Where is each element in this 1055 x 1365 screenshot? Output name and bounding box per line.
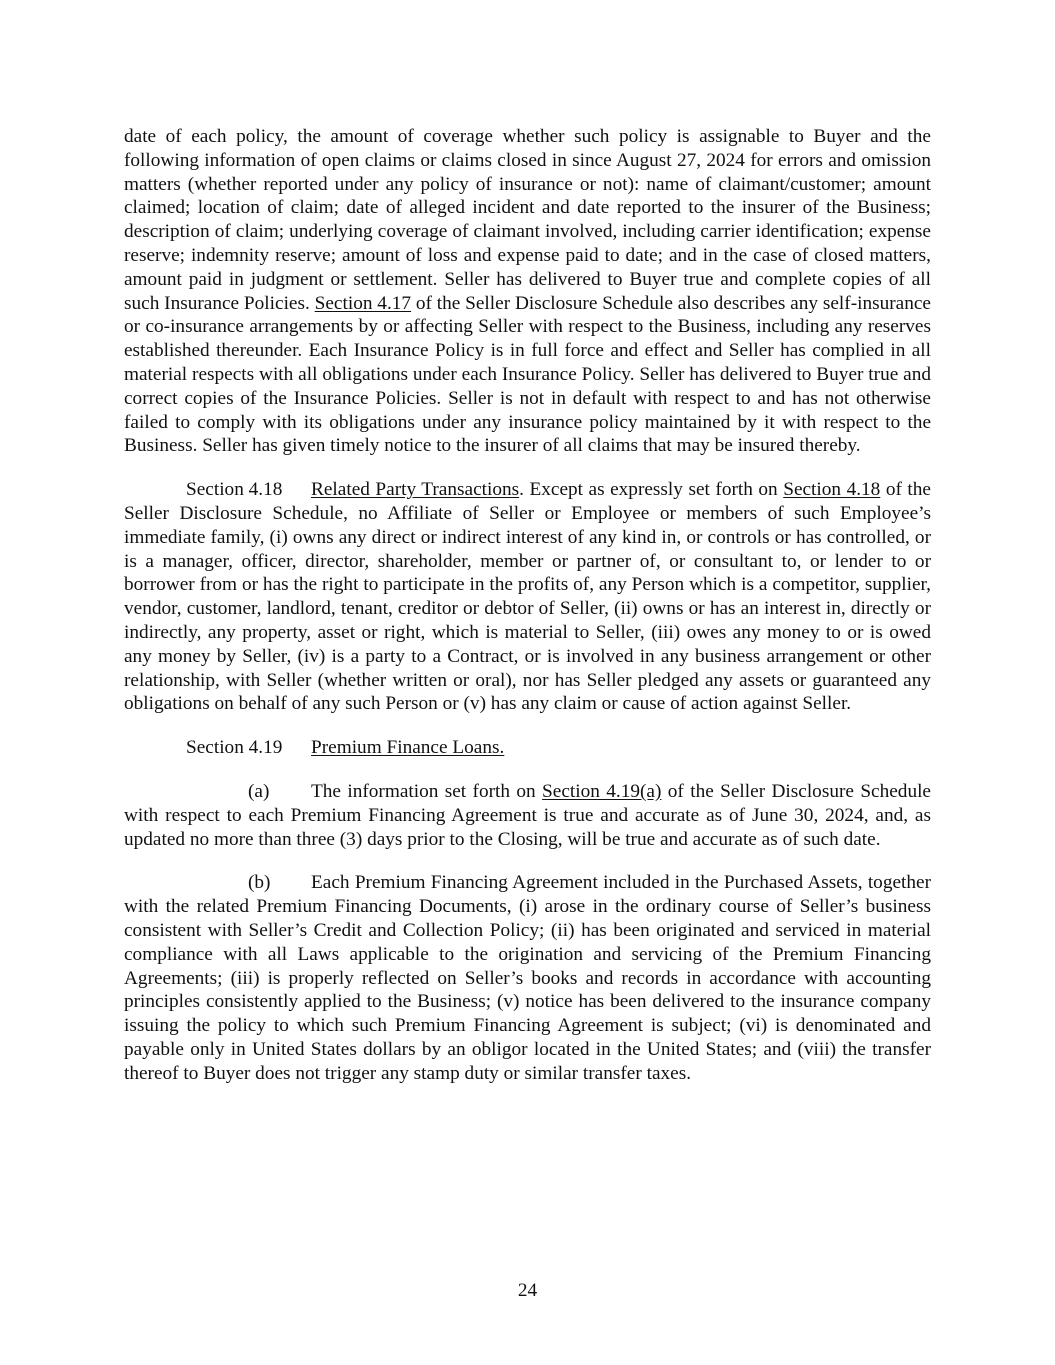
- text: . Except as expressly set forth on: [519, 479, 784, 501]
- insurance-paragraph: [124, 125, 931, 458]
- section-title: Premium Finance Loans.: [311, 737, 505, 759]
- subsection-label: (a): [248, 780, 270, 802]
- section-4-18-paragraph: [124, 478, 931, 716]
- text: of the Seller Disclosure Schedule also describes any self-insurance or co-insurance arrangements by or affecting Seller with respect to the Business, including any reserves established thereunder. Each Insurance Policy is in full force and effect and Seller has complied in all material respects with all obligations under each Insurance Policy. Seller has delivered to Buyer true and correct copies of the Insurance Policies. Seller is not in default with respect to and has not otherwise failed to comply with its obligations under any insurance policy maintained by it with respect to the Business. Seller has given timely notice to the insurer of all claims that may be insured thereby.: [124, 292, 931, 457]
- section-4-19-heading: [124, 736, 931, 760]
- section-title: Related Party Transactions: [311, 479, 520, 501]
- section-number: Section 4.18: [186, 479, 283, 501]
- section-number: Section 4.19: [186, 737, 283, 759]
- text: of the Seller Disclosure Schedule with respect to each Premium Financing Agreement is true and accurate as of June 30, 2024, and, as updated no more than three (3) days prior to the Closing, will be true and accurate as of such date.: [124, 780, 931, 850]
- subsection-a-paragraph: [124, 780, 931, 851]
- subsection-label: (b): [248, 872, 271, 894]
- text: date of each policy, the amount of coverage whether such policy is assignable to Buyer and the following information of open claims or claims closed in since August 27, 2024 for errors and omission matters (whether reported under any policy of insurance or not): name of claimant/customer; amount claimed; location of claim; date of alleged incident and date reported to the insurer of the Business; description of claim; underlying coverage of claimant involved, including carrier identification; expense reserve; indemnity reserve; amount of loss and expense paid to date; and in the case of closed matters, amount paid in judgment or settlement. Seller has delivered to Buyer true and complete copies of all such Insurance Policies.: [124, 126, 931, 314]
- text: Each Premium Financing Agreement included in the Purchased Assets, together with the related Premium Financing Documents, (i) arose in the ordinary course of Seller’s business consistent with Seller’s Credit and Collection Policy; (ii) has been originated and serviced in material compliance with all Laws applicable to the origination and servicing of the Premium Financing Agreements; (iii) is properly reflected on Seller’s books and records in accordance with accounting principles consistently applied to the Business; (v) notice has been delivered to the insurance company issuing the policy to which such Premium Financing Agreement is subject; (vi) is denominated and payable only in United States dollars by an obligor located in the United States; and (viii) the transfer thereof to Buyer does not trigger any stamp duty or similar transfer taxes.: [124, 872, 931, 1084]
- section-reference-link: Section 4.18: [783, 479, 881, 501]
- document-page: [124, 125, 931, 1105]
- subsection-b-paragraph: [124, 871, 931, 1085]
- text: The information set forth on: [311, 780, 543, 802]
- page-number: 24: [517, 1280, 538, 1301]
- section-reference-link: Section 4.17: [314, 292, 412, 314]
- section-reference-link: Section 4.19(a): [542, 780, 662, 802]
- text: of the Seller Disclosure Schedule, no Affiliate of Seller or Employee or members of such Employee’s immediate family, (i) owns any direct or indirect interest of any kind in, or controls or has controlled, or is a manager, officer, director, shareholder, member or partner of, or consultant to, or lender to or borrower from or has the right to participate in the profits of, any Person which is a competitor, supplier, vendor, customer, landlord, tenant, creditor or debtor of Seller, (ii) owns or has an interest in, directly or indirectly, any property, asset or right, which is material to Seller, (iii) owes any money to or is owed any money by Seller, (iv) is a party to a Contract, or is involved in any business arrangement or other relationship, with Seller (whether written or oral), nor has Seller pledged any assets or guaranteed any obligations on behalf of any such Person or (v) has any claim or cause of action against Seller.: [124, 479, 931, 715]
